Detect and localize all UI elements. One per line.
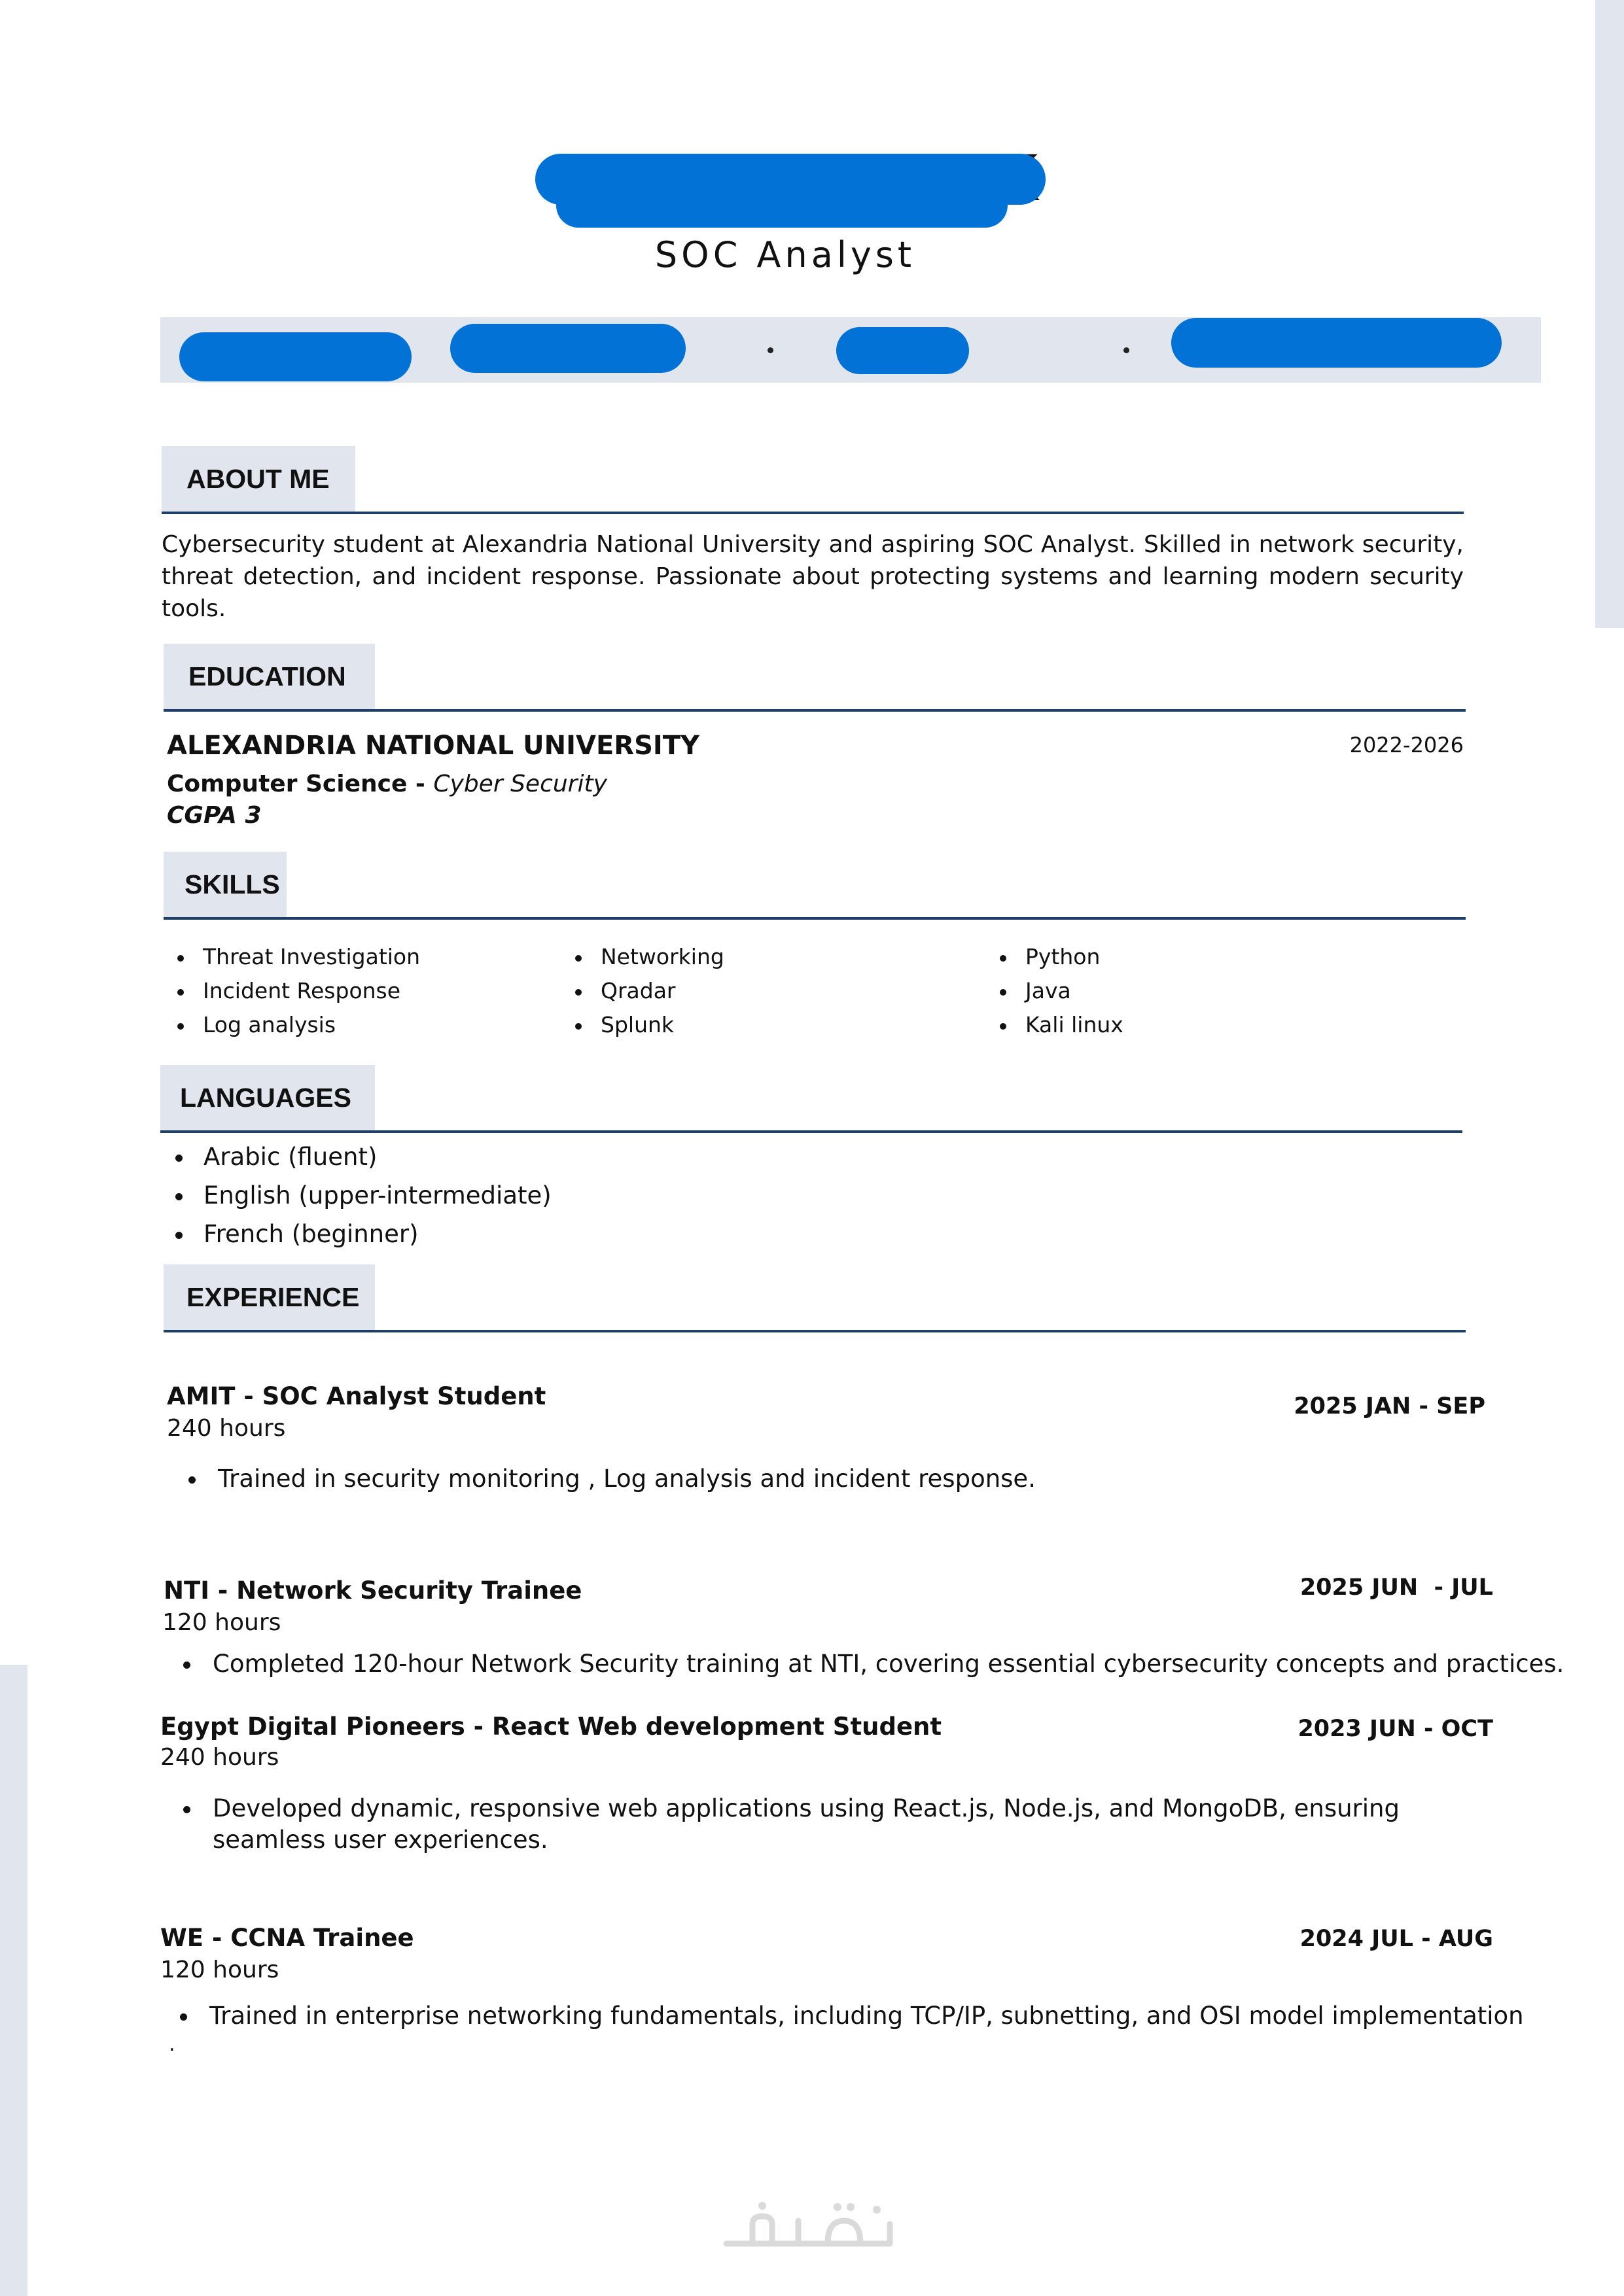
skill-item: Splunk	[565, 1008, 724, 1042]
section-rule	[164, 917, 1466, 920]
skill-item: Log analysis	[167, 1008, 420, 1042]
name-redaction-lower	[556, 183, 1008, 228]
skill-item: Qradar	[565, 974, 724, 1008]
section-rule	[162, 512, 1464, 514]
section-title-experience: EXPERIENCE	[186, 1282, 360, 1312]
page-accent-right	[1595, 0, 1624, 628]
trailing-mark: .	[169, 2033, 175, 2056]
contact-redaction-4	[1171, 318, 1502, 368]
skill-item: Python	[989, 940, 1123, 974]
experience-hours: 240 hours	[160, 1744, 279, 1771]
skills-column-2	[565, 940, 724, 1042]
experience-hours: 120 hours	[160, 1957, 279, 1983]
language-item: English (upper-intermediate)	[162, 1176, 552, 1215]
contact-redaction-1	[179, 332, 412, 381]
section-title-education: EDUCATION	[188, 661, 346, 691]
section-skills	[164, 852, 287, 917]
contact-separator	[1123, 347, 1129, 353]
languages-list	[162, 1138, 552, 1253]
skill-item: Threat Investigation	[167, 940, 420, 974]
section-rule	[164, 709, 1466, 712]
contact-redaction-2	[450, 324, 686, 373]
about-text: Cybersecurity student at Alexandria National University and aspiring SOC Analyst. Skilled in network security, threat detection, and incident response. Passionate about protecting systems and learning modern security tools.	[162, 531, 1464, 622]
experience-bullet: Developed dynamic, responsive web applications using React.js, Node.js, and MongoDB, ensuring seamless user experiences.	[213, 1793, 1495, 1856]
section-title-about: ABOUT ME	[186, 464, 330, 494]
education-years: 2022-2026	[1349, 733, 1464, 757]
degree-major: Cyber Security	[433, 771, 607, 797]
skill-item: Java	[989, 974, 1123, 1008]
experience-bullet: Trained in enterprise networking fundamentals, including TCP/IP, subnetting, and OSI model implementation	[209, 2000, 1525, 2032]
experience-title: Egypt Digital Pioneers - React Web development Student	[160, 1713, 942, 1741]
skill-item: Kali linux	[989, 1008, 1123, 1042]
job-title-heading: SOC Analyst	[654, 234, 916, 275]
watermark-logo	[713, 2198, 909, 2257]
contact-separator	[768, 347, 773, 353]
contact-redaction-3	[836, 327, 969, 374]
section-experience	[164, 1264, 375, 1330]
skill-item: Networking	[565, 940, 724, 974]
skills-column-1	[167, 940, 420, 1042]
experience-date: 2023 JUN - OCT	[1297, 1716, 1493, 1742]
experience-hours: 240 hours	[167, 1415, 286, 1442]
experience-hours: 120 hours	[162, 1609, 281, 1636]
experience-title: AMIT - SOC Analyst Student	[167, 1382, 546, 1410]
degree	[167, 771, 607, 797]
degree-name: Computer Science -	[167, 771, 434, 797]
section-rule	[164, 1330, 1466, 1332]
experience-date: 2024 JUL - AUG	[1299, 1926, 1493, 1952]
section-rule	[160, 1130, 1462, 1133]
section-title-languages: LANGUAGES	[180, 1083, 351, 1113]
experience-bullet: Completed 120-hour Network Security training at NTI, covering essential cybersecurity concepts and practices.	[213, 1648, 1528, 1680]
language-item: French (beginner)	[162, 1215, 552, 1253]
section-title-skills: SKILLS	[185, 869, 280, 899]
section-education	[164, 644, 375, 709]
experience-title: WE - CCNA Trainee	[160, 1924, 414, 1952]
section-languages	[160, 1065, 375, 1130]
experience-bullet: Trained in security monitoring , Log analysis and incident response.	[218, 1463, 1461, 1495]
experience-date: 2025 JAN - SEP	[1294, 1393, 1485, 1419]
skill-item: Incident Response	[167, 974, 420, 1008]
section-about	[162, 446, 355, 512]
skills-column-3	[989, 940, 1123, 1042]
page-accent-left	[0, 1665, 27, 2296]
university-name: ALEXANDRIA NATIONAL UNIVERSITY	[167, 731, 700, 761]
experience-title: NTI - Network Security Trainee	[164, 1576, 582, 1605]
cgpa: CGPA 3	[167, 802, 262, 829]
experience-date: 2025 JUN - JUL	[1299, 1574, 1493, 1601]
language-item: Arabic (fluent)	[162, 1138, 552, 1176]
